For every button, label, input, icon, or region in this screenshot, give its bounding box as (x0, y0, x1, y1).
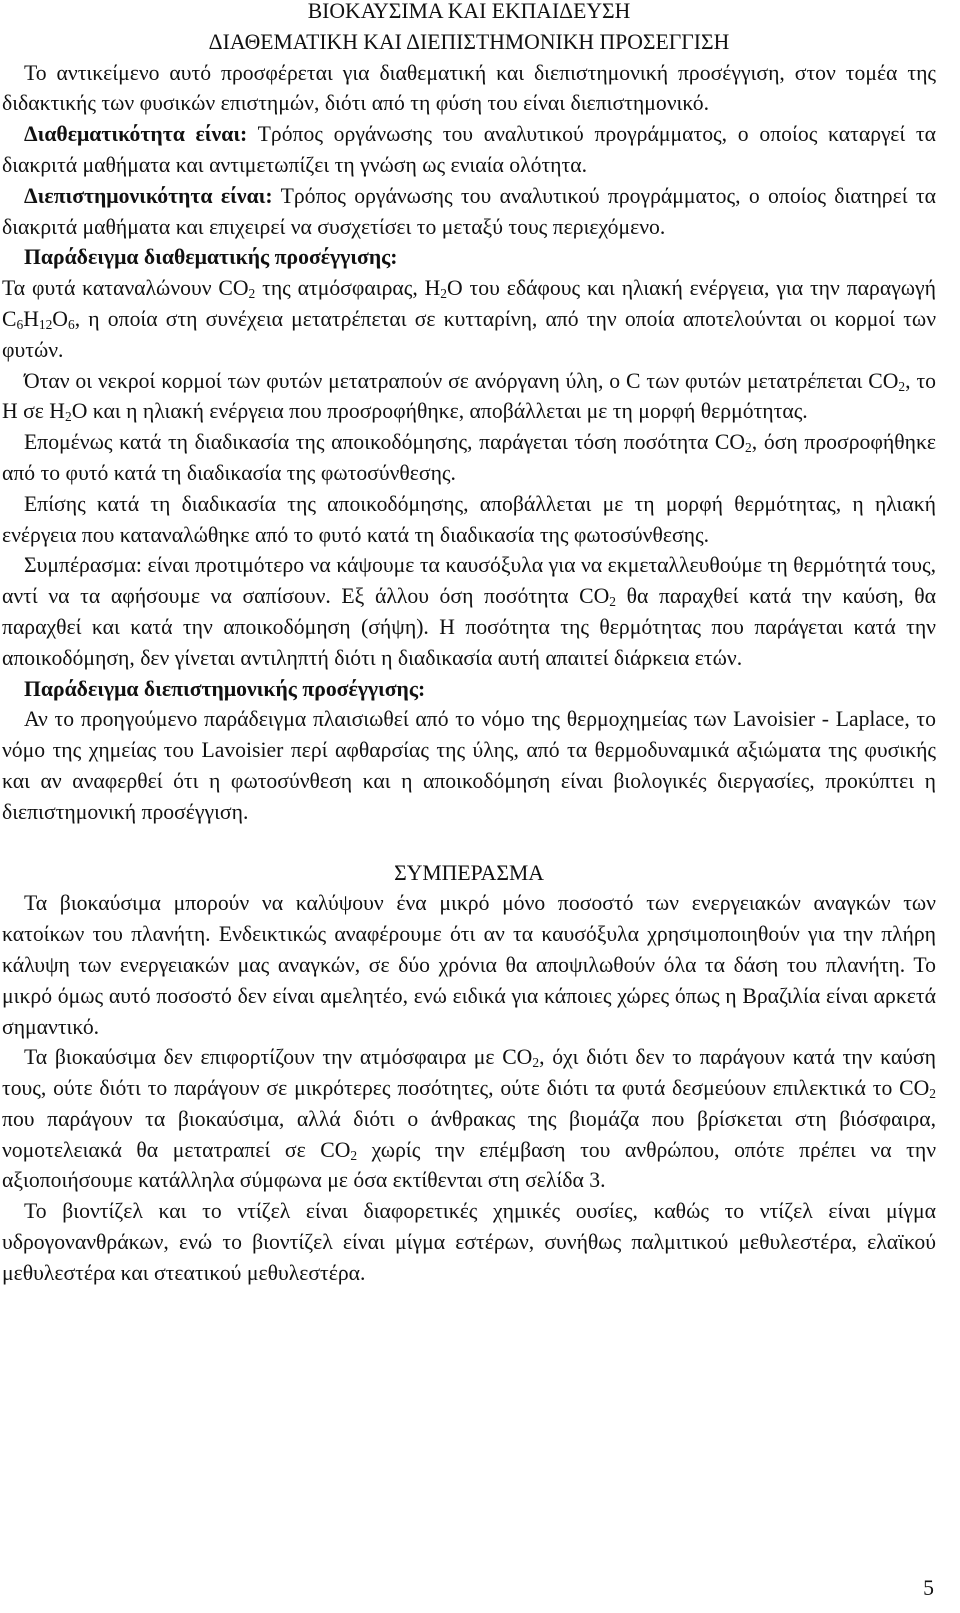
document-subtitle: ΔΙΑΘΕΜΑΤΙΚΗ ΚΑΙ ΔΙΕΠΙΣΤΗΜΟΝΙΚΗ ΠΡΟΣΕΓΓΙΣΗ (208, 29, 730, 54)
example1-paragraph-4: Επίσης κατά τη διαδικασία της αποικοδόμησης, αποβάλλεται με τη μορφή θερμότητας, η ηλιακή ενέργεια που καταναλώθηκε από το φυτό κατά τη διαδικασία της φωτοσύνθεσης. (2, 491, 936, 547)
example1-conclusion: Συμπέρασμα: είναι προτιμότερο να κάψουμε τα καυσόξυλα για να εκμεταλλευθούμε τη θερμότητά τους, αντί να τα αφήσουμε να σαπίσουν. Εξ άλλου όση ποσότητα $CO_2$ θα παραχθεί κατά την καύση, θα παραχθεί και κατά την αποικοδόμηση (σήψη). Η ποσότητα της θερμότητας που παράγεται κατά την αποικοδόμηση, δεν γίνεται αντιληπτή διότι η διαδικασία αυτή απαιτεί διάρκεια ετών. (2, 553, 936, 670)
definition-multidisciplinary (2, 181, 936, 243)
section-spacer (2, 828, 936, 858)
example-multidisciplinary-heading: Παράδειγμα διεπιστημονικής προσέγγισης: (24, 676, 426, 701)
definition-multidisciplinary-label: Διεπιστημονικότητα είναι: (24, 183, 273, 208)
conclusion-paragraph-1: Τα βιοκαύσιμα μπορούν να καλύψουν ένα μικρό μόνο ποσοστό των ενεργειακών αναγκών των κατοίκων του πλανήτη. Ενδεικτικώς αναφέρουμε ότι αν τα καυσόξυλα χρησιμοποιηθούν για την πλήρη κάλυψη των ενεργειακών μας αναγκών, σε δύο χρόνια θα αποψιλωθούν όλα τα δάση του πλανήτη. Το μικρό όμως αυτό ποσοστό δεν είναι αμελητέο, ενώ ειδικά για κάποιες χώρες όπως η Βραζιλία είναι αρκετά σημαντικό. (2, 891, 936, 1039)
conclusion-heading: ΣΥΜΠΕΡΑΣΜΑ (394, 860, 544, 885)
page-number: 5 (923, 1576, 934, 1600)
example-interdisciplinary-heading: Παράδειγμα διαθεματικής προσέγγισης: (24, 245, 398, 270)
conclusion-paragraph-3: Το βιοντίζελ και το ντίζελ είναι διαφορετικές χημικές ουσίες, καθώς το ντίζελ είναι μίγμα υδρογονανθράκων, ενώ το βιοντίζελ είναι μίγμα εστέρων, συνήθως παλμιτικού μεθυλεστέρα, ελαϊκού μεθυλεστέρα και στεατικού μεθυλεστέρα. (2, 1199, 936, 1285)
document-title: ΒΙΟΚΑΥΣΙΜΑ ΚΑΙ ΕΚΠΑΙΔΕΥΣΗ (307, 0, 631, 23)
example1-paragraph-2: Όταν οι νεκροί κορμοί των φυτών μετατραπούν σε ανόργανη ύλη, ο C των φυτών μετατρέπεται $CO_2$, το H σε $H_2O$ και η ηλιακή ενέργεια που προσροφήθηκε, αποβάλλεται με τη μορφή θερμότητας. (2, 368, 937, 425)
intro-paragraph: Το αντικείμενο αυτό προσφέρεται για διαθεματική και διεπιστημονική προσέγγιση, στον τομέα της διδακτικής των φυσικών επιστημών, διότι από τη φύση του είναι διεπιστημονικό. (2, 60, 936, 116)
definition-interdisciplinary (2, 119, 936, 181)
definition-interdisciplinary-label: Διαθεματικότητα είναι: (24, 122, 248, 147)
example2-paragraph: Αν το προηγούμενο παράδειγμα πλαισιωθεί από το νόμο της θερμοχημείας των Lavoisier - Laplace, το νόμο της χημείας του Lavoisier περί αφθαρσίας της ύλης, από τα θερμοδυναμικά αξιώματα της φυσικής και αν αναφερθεί ότι η φωτοσύνθεση και η αποικοδόμηση είναι βιολογικές διεργασίες, προκύπτει η διεπιστημονική προσέγγιση. (2, 707, 936, 824)
conclusion-paragraph-2: Τα βιοκαύσιμα δεν επιφορτίζουν την ατμόσφαιρα με $CO_2$, όχι διότι δεν το παράγουν κατά την καύση τους, ούτε διότι το παράγουν σε μικρότερες ποσότητες, ούτε διότι τα φυτά δεσμεύουν επιλεκτικά το $CO_2$ που παράγουν τα βιοκαύσιμα, αλλά διότι ο άνθρακας της βιομάζα που βρίσκεται στη βιόσφαιρα, νομοτελειακά θα μετατραπεί σε $CO_2$ χωρίς την επέμβαση του ανθρώπου, οπότε πρέπει να την αξιοποιήσουμε κατάλληλα σύμφωνα με όσα εκτίθενται στη σελίδα 3. (2, 1045, 936, 1193)
definition-interdisciplinary-text: Τρόπος οργάνωσης του αναλυτικού προγράμματος, ο οποίος καταργεί τα διακριτά μαθήματα και αντιμετωπίζει τη γνώση ως ενιαία ολότητα. (2, 122, 936, 177)
definition-multidisciplinary-text: Τρόπος οργάνωσης του αναλυτικού προγράμματος, ο οποίος διατηρεί τα διακριτά μαθήματα και επιχειρεί να συσχετίσει το μεταξύ τους περιεχόμενο. (2, 183, 936, 239)
example1-paragraph-1: Τα φυτά καταναλώνουν $CO_2$ της ατμόσφαιρας, $H_2O$ του εδάφους και ηλιακή ενέργεια, για την παραγωγή $C_6H_{12}O_6$, η οποία στη συνέχεια μετατρέπεται σε κυτταρίνη, από την οποία αποτελούνται οι κορμοί των φυτών. (2, 276, 936, 362)
example1-paragraph-3: Επομένως κατά τη διαδικασία της αποικοδόμησης, παράγεται τόση ποσότητα $CO_2$, όση προσροφήθηκε από το φυτό κατά τη διαδικασία της φωτοσύνθεσης. (2, 430, 936, 485)
